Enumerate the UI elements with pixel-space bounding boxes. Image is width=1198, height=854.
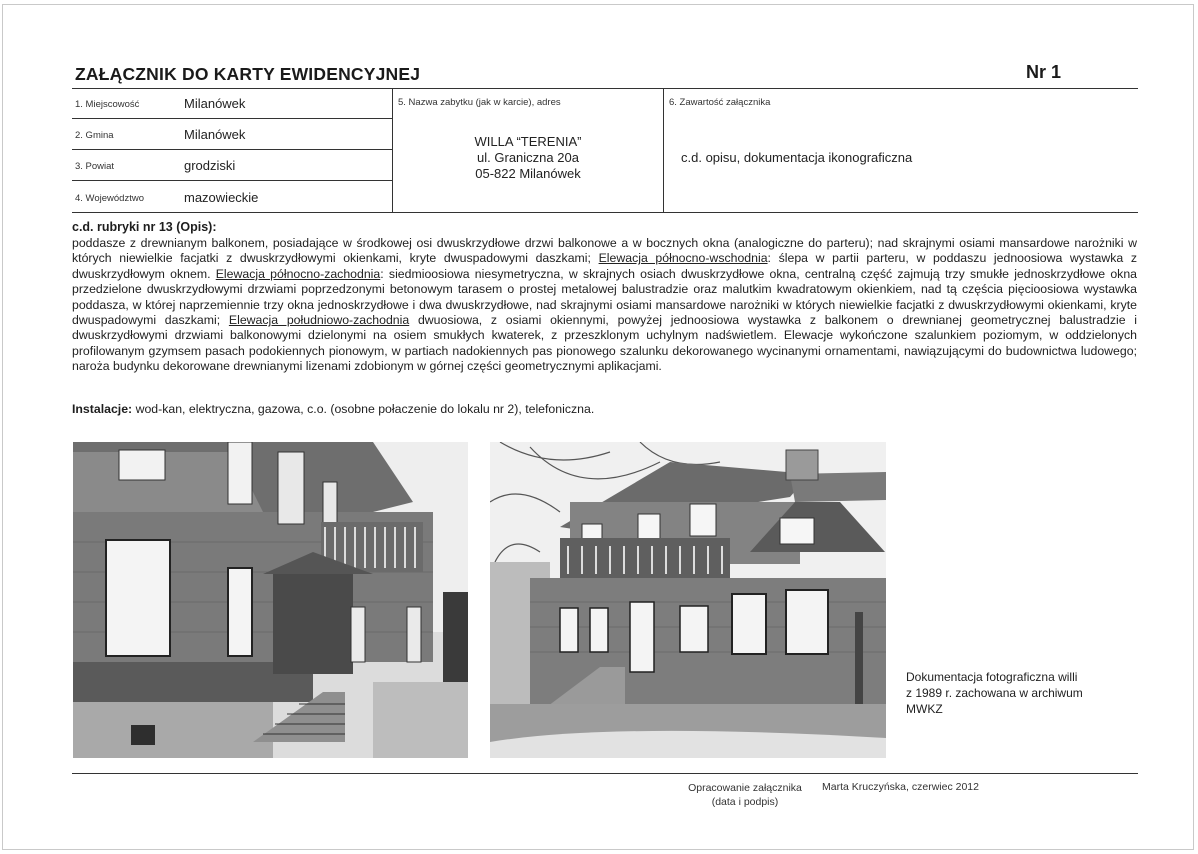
- author-signature: Marta Kruczyńska, czerwiec 2012: [822, 781, 979, 793]
- caption-line-1: Dokumentacja fotograficzna willi: [906, 670, 1078, 684]
- photo-villa-front: [490, 442, 886, 758]
- description-heading: c.d. rubryki nr 13 (Opis):: [72, 220, 217, 234]
- miejscowosc-label: 1. Miejscowość: [75, 99, 140, 110]
- document-number: Nr 1: [1026, 62, 1062, 82]
- installations-value: wod-kan, elektryczna, gazowa, c.o. (osobne połaczenie do lokalu nr 2), telefoniczna.: [132, 402, 595, 416]
- prepared-by-label: [678, 781, 812, 809]
- gmina-label: 2. Gmina: [75, 130, 114, 141]
- elevation-ne-heading: Elewacja północno-wschodnia: [598, 251, 768, 266]
- table-bottom-rule: [72, 212, 1138, 213]
- elevation-nw-heading: Elewacja północno-zachodnia: [215, 266, 381, 281]
- monument-name: WILLA “TERENIA”: [474, 134, 582, 149]
- photo-villa-side: [73, 442, 468, 758]
- row-rule-3: [72, 180, 392, 181]
- document-title: ZAŁĄCZNIK DO KARTY EWIDENCYJNEJ: [75, 64, 421, 84]
- wojewodztwo-value: mazowieckie: [184, 190, 259, 205]
- monument-street: ul. Graniczna 20a: [477, 150, 579, 165]
- gmina-value: Milanówek: [184, 127, 246, 142]
- prepared-by-line-1: Opracowanie załącznika: [688, 782, 802, 794]
- description-part-1: poddasze z drewnianym balkonem, posiadające w środkowej osi dwuskrzydłowe drzwi balkonowe a w bocznych okna (analogiczne do parteru); nad skrajnymi osiami mansardowe narożniki w których niewielkie facjatki z dwuskrzydłowymi okienkami, kryte dwuspadowymi daszkami;: [72, 236, 1137, 266]
- description-part-4: dwuosiowa, z osiami okiennymi, powyżej jednoosiowa wystawka z balkonem o drewnianej geometrycznej balustradzie i dwuskrzydłowymi drzwiami balkonowymi dzielonymi na osiem smukłych kwaterek, z przeszklonym uchylnym nadświetlem. Elewacje wykończone szalunkiem poziomym, w oddzielonych profilowanym gzymsem pasach podokiennych pionowym, w partiach nadokiennych pas pionowego szalunku dekorowanego wycinanymi ornamentami, nawiązującymi do budownictwa ludowego; naroża budynku dekorowane drewnianymi lizenami zdobionym w górnej części geometrycznymi aplikacjami.: [72, 313, 1137, 374]
- description-part-2: : ślepa w partii parteru, w poddaszu jednoosiowa wystawka z dwuskrzydłowym oknem.: [72, 251, 1138, 281]
- content-value: c.d. opisu, dokumentacja ikonograficzna: [681, 150, 913, 165]
- monument-city: 05-822 Milanówek: [475, 166, 581, 181]
- header-rule: [72, 88, 1138, 89]
- elevation-sw-heading: Elewacja południowo-zachodnia: [228, 313, 410, 328]
- row-rule-2: [72, 149, 392, 150]
- powiat-value: grodziski: [184, 158, 236, 173]
- row-rule-1: [72, 118, 392, 119]
- monument-label: 5. Nazwa zabytku (jak w karcie), adres: [398, 97, 561, 108]
- footer-rule: [72, 773, 1138, 774]
- description-text: [72, 236, 1137, 375]
- caption-line-2: z 1989 r. zachowana w archiwum: [906, 686, 1083, 700]
- installations-line: [72, 402, 594, 416]
- miejscowosc-value: Milanówek: [184, 96, 246, 111]
- wojewodztwo-label: 4. Województwo: [75, 193, 144, 204]
- description-part-3: : siedmioosiowa niesymetryczna, w skrajnych osiach dwuskrzydłowe okna, centralną część zajmują trzy smukłe jednoskrzydłowe okna przedzielone dwuskrzydłowymi drzwiami poprzedzonymi betonowym tarasem o prostej metalowej balustradzie oraz malutkim kwadratowym okienkiem, nad tą częścia pięcioosiowa wystawka poddasza, w której naprzemiennie trzy okna jednoskrzydłowe i dwa dwuskrzydłowe, nad skrajnymi osiami mansardowe narożniki w których niewielkie facjatki z dwuskrzydłowymi okienkami, kryte dwuspadowymi daszkami;: [72, 266, 1138, 328]
- caption-line-3: MWKZ: [906, 702, 943, 716]
- monument-address: [392, 134, 664, 182]
- photo-caption: [906, 669, 1083, 717]
- prepared-by-line-2: (data i podpis): [711, 796, 779, 808]
- powiat-label: 3. Powiat: [75, 161, 115, 172]
- installations-label: Instalacje:: [72, 402, 133, 416]
- content-label: 6. Zawartość załącznika: [669, 97, 771, 108]
